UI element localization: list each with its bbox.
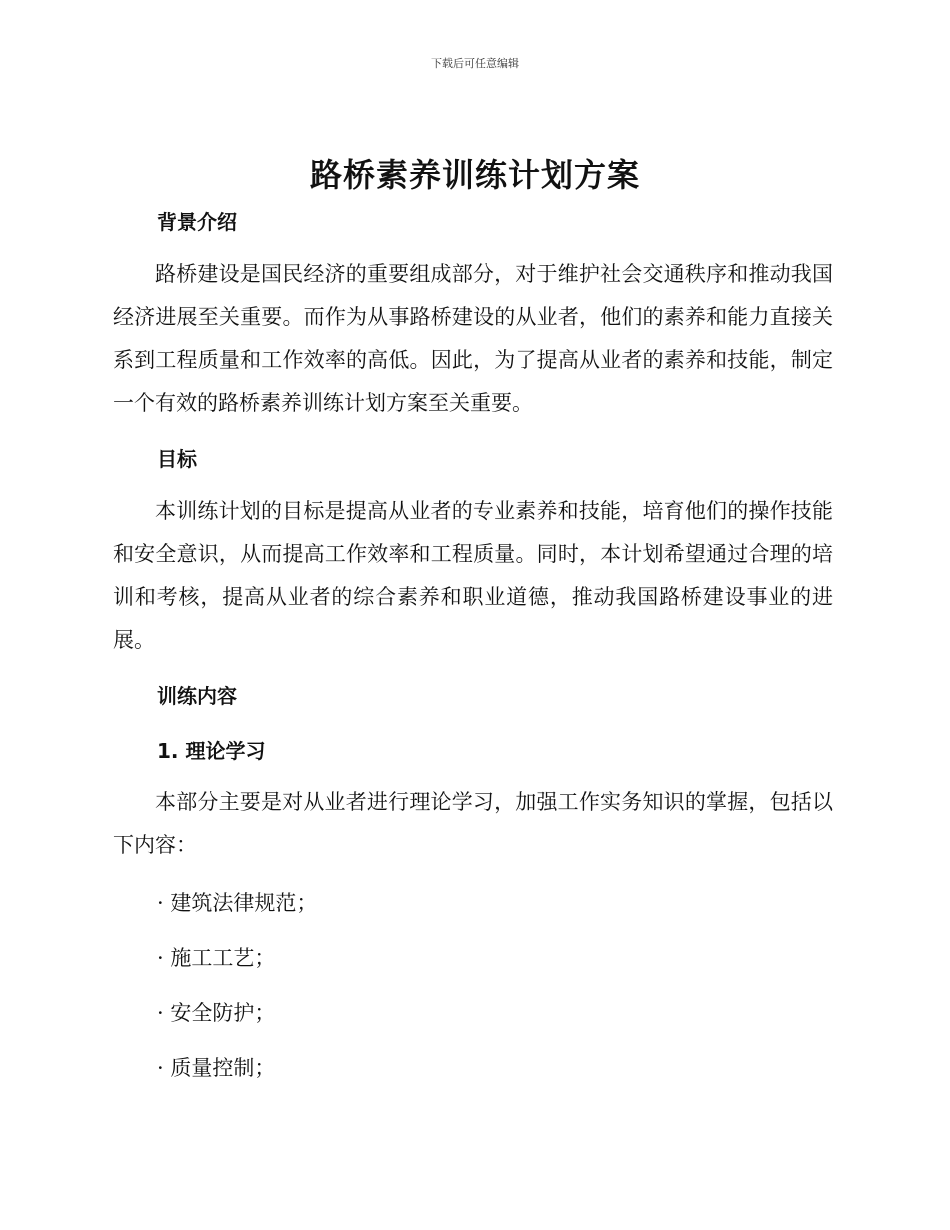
section-heading-training: 训练内容 xyxy=(157,684,237,708)
document-title: 路桥素养训练计划方案 xyxy=(309,156,640,194)
list-item: · 建筑法律规范； xyxy=(157,891,318,915)
list-item: · 质量控制； xyxy=(157,1056,276,1080)
sub-heading-theory: 1. 理论学习 xyxy=(157,739,266,763)
section-heading-goal: 目标 xyxy=(157,447,197,471)
list-item: · 安全防护； xyxy=(157,1001,276,1025)
paragraph-theory: 本部分主要是对从业者进行理论学习，加强工作实务知识的掌握，包括以下内容： xyxy=(113,790,833,857)
header-note: 下载后可任意编辑 xyxy=(431,57,519,70)
paragraph-goal: 本训练计划的目标是提高从业者的专业素养和技能，培育他们的操作技能和安全意识，从而提高工作效率和工程质量。同时，本计划希望通过合理的培训和考核，提高从业者的综合素养和职业道德，推动我国路桥建设事业的进展。 xyxy=(113,499,833,652)
paragraph-background: 路桥建设是国民经济的重要组成部分，对于维护社会交通秩序和推动我国经济进展至关重要。而作为从事路桥建设的从业者，他们的素养和能力直接关系到工程质量和工作效率的高低。因此，为了提高从业者的素养和技能，制定一个有效的路桥素养训练计划方案至关重要。 xyxy=(113,262,833,415)
list-item: · 施工工艺； xyxy=(157,946,276,970)
section-heading-background: 背景介绍 xyxy=(157,210,237,234)
